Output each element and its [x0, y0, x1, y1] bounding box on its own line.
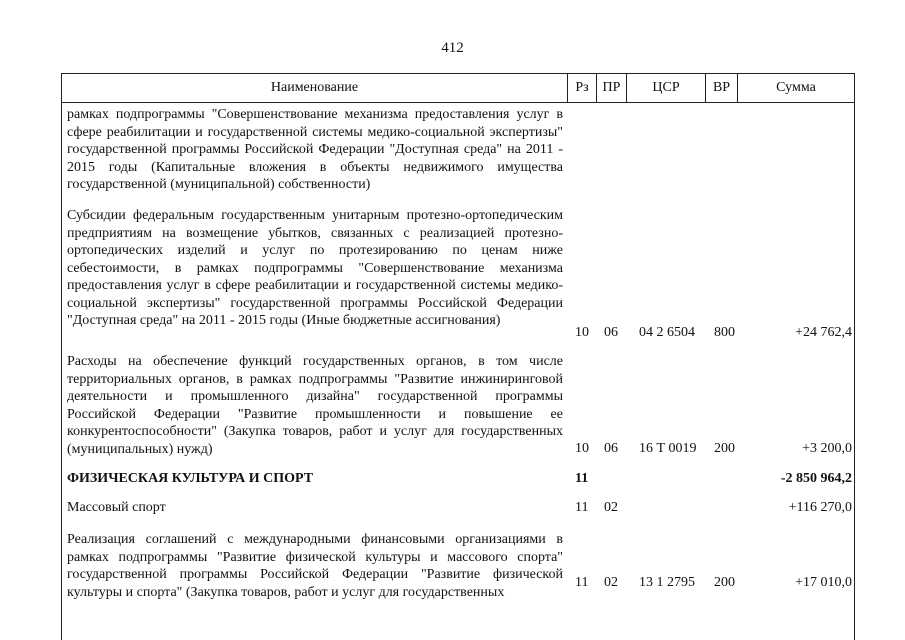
header-csr: ЦСР [626, 74, 705, 102]
table-border-left [61, 103, 62, 640]
row-pr: 06 [604, 441, 618, 456]
row-sum: +24 762,4 [795, 325, 852, 340]
row-name: рамках подпрограммы "Совершенствование механизма предоставления услуг в сфере реабилитации и государственной системы медико-социальной экспертизы" государственной программы Российской Федерации "Доступная среда" на 2011 - 2015 годы (Капитальные вложения в объекты недвижимого имущества государственной (муниципальной) собственности) [67, 107, 563, 192]
header-pr: ПР [596, 74, 626, 102]
table-header [61, 73, 855, 103]
row-name: Массовый спорт [67, 500, 166, 515]
page-number: 412 [441, 40, 464, 56]
table-border-right [854, 103, 855, 640]
row-sum: +3 200,0 [802, 441, 852, 456]
row-sum: +116 270,0 [788, 500, 852, 515]
row-pr: 06 [604, 325, 618, 340]
row-csr: 04 2 6504 [639, 325, 695, 340]
row-csr: 16 Т 0019 [639, 441, 697, 456]
header-name: Наименование [270, 80, 359, 95]
row-rz: 10 [575, 441, 589, 456]
row-vr: 200 [714, 441, 735, 456]
header-rz: Рз [567, 74, 596, 102]
row-name: Реализация соглашений с международными финансовыми организациями в рамках подпрограммы "Развитие физической культуры и массового спорта" государственной программы Российской Федерации "Развитие физической культуры и спорта" (Закупка товаров, работ и услуг для государственных [67, 532, 563, 600]
row-rz: 10 [575, 325, 589, 340]
row-name: ФИЗИЧЕСКАЯ КУЛЬТУРА И СПОРТ [67, 471, 314, 486]
row-pr: 02 [604, 500, 618, 515]
header-sum: Сумма [737, 74, 854, 102]
row-rz: 11 [575, 500, 589, 515]
row-sum: +17 010,0 [795, 575, 852, 590]
header-vr: ВР [705, 74, 737, 102]
row-rz: 11 [575, 575, 589, 590]
row-pr: 02 [604, 575, 618, 590]
row-name: Расходы на обеспечение функций государственных органов, в том числе территориальных органов, в рамках подпрограммы "Развитие инжиниринговой деятельности и промышленного дизайна" государственной программы Российской Федерации "Развитие промышленности и повышение ее конкурентоспособности" (Закупка товаров, работ и услуг для государственных (муниципальных) нужд) [67, 354, 563, 457]
row-vr: 800 [714, 325, 735, 340]
row-vr: 200 [714, 575, 735, 590]
row-rz: 11 [575, 471, 589, 486]
row-csr: 13 1 2795 [639, 575, 695, 590]
row-name: Субсидии федеральным государственным унитарным протезно-ортопедическим предприятиям на возмещение убытков, связанных с реализацией протезно-ортопедических изделий и услуг по протезированию по ценам ниже себестоимости, в рамках подпрограммы "Совершенствование механизма предоставления услуг в сфере реабилитации и государственной системы медико-социальной экспертизы" государственной программы Российской Федерации "Доступная среда" на 2011 - 2015 годы (Иные бюджетные ассигнования) [67, 208, 563, 328]
row-sum: -2 850 964,2 [780, 471, 852, 486]
